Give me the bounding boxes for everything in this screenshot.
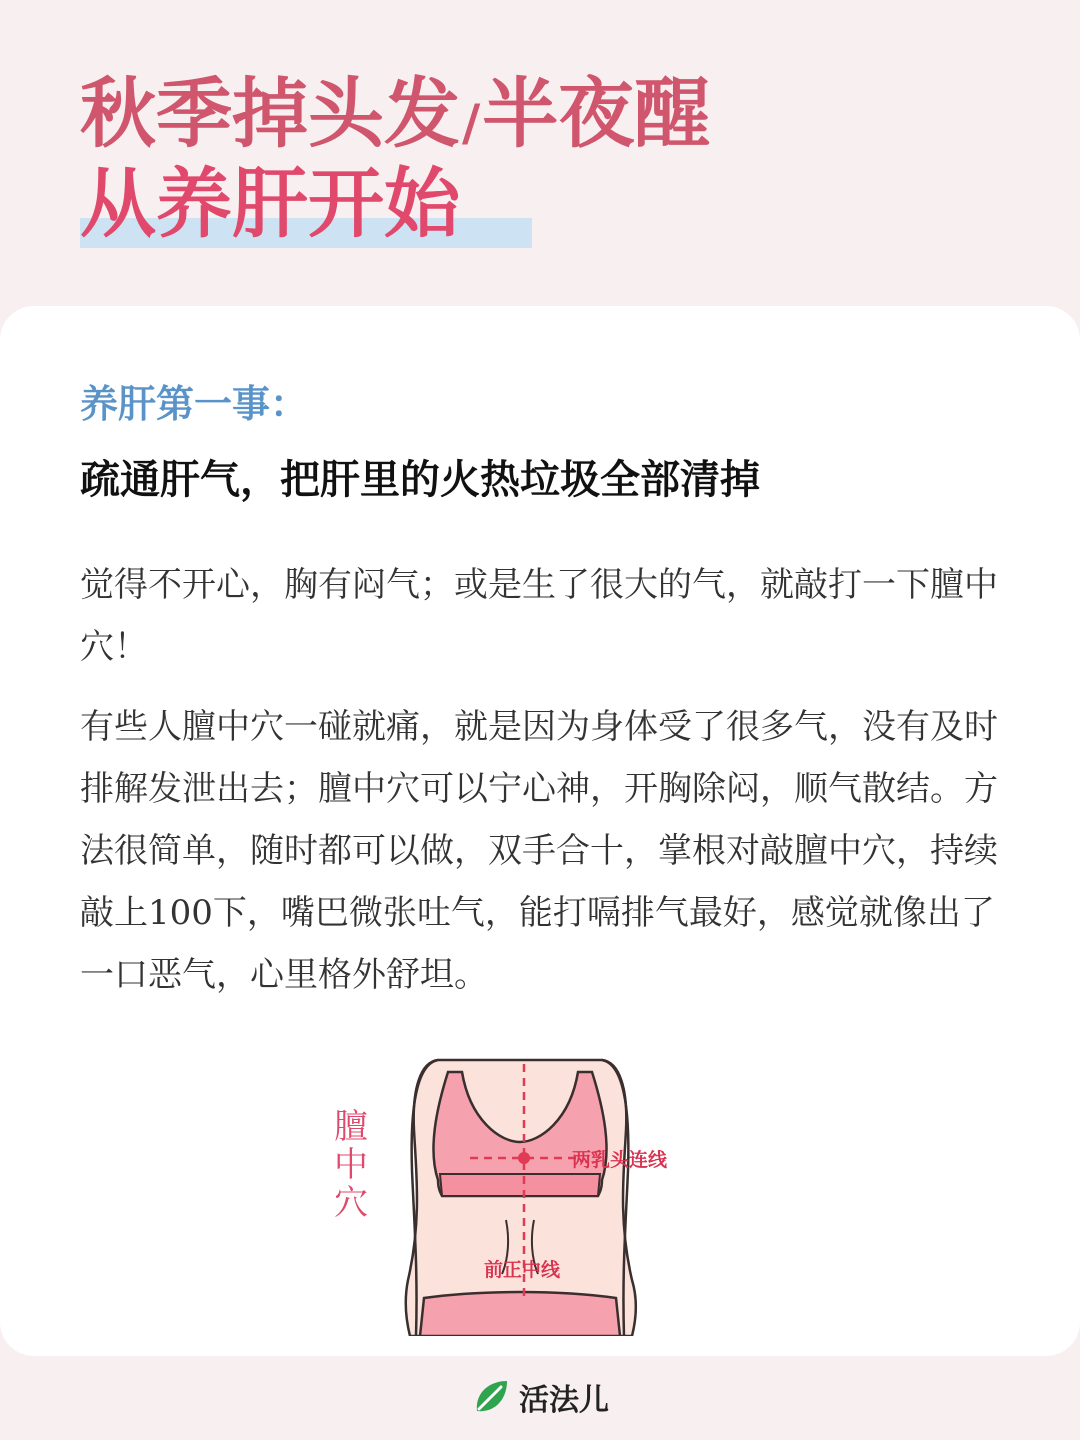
- section-subtitle: 养肝第一事：: [80, 381, 309, 426]
- body-paragraph-1: 觉得不开心，胸有闷气；或是生了很大的气，就敲打一下膻中穴！: [80, 565, 998, 667]
- title-separator: /: [462, 94, 481, 152]
- title-line-2: 从养肝开始: [80, 159, 460, 248]
- leaf-icon: [471, 1377, 511, 1417]
- vertical-label-3: 穴: [334, 1183, 368, 1223]
- title-line-1: [80, 69, 711, 165]
- title-part-1: 秋季掉头发: [80, 69, 460, 158]
- acupoint-illustration: [320, 1050, 760, 1336]
- title-part-2: 半夜醒: [482, 69, 711, 158]
- section-heading: 疏通肝气，把肝里的火热垃圾全部清掉: [80, 457, 760, 503]
- sports-top-band: [440, 1174, 600, 1196]
- shorts: [420, 1292, 620, 1336]
- midline-label: 前正中线: [484, 1259, 561, 1281]
- acupoint-marker: [518, 1152, 530, 1164]
- nipple-line-label: 两乳头连线: [572, 1149, 668, 1171]
- brand-name: 活法儿: [519, 1383, 609, 1418]
- footer: [0, 1372, 1080, 1422]
- body-paragraph-2: 有些人膻中穴一碰就痛，就是因为身体受了很多气，没有及时排解发泄出去；膻中穴可以宁心神，开胸除闷，顺气散结。方法很简单，随时都可以做，双手合十，掌根对敲膻中穴，持续敲上100下，嘴巴微张吐气，能打嗝排气最好，感觉就像出了一口恶气，心里格外舒坦。: [80, 707, 998, 995]
- vertical-label-1: 膻: [334, 1107, 368, 1147]
- vertical-label-2: 中: [334, 1145, 368, 1185]
